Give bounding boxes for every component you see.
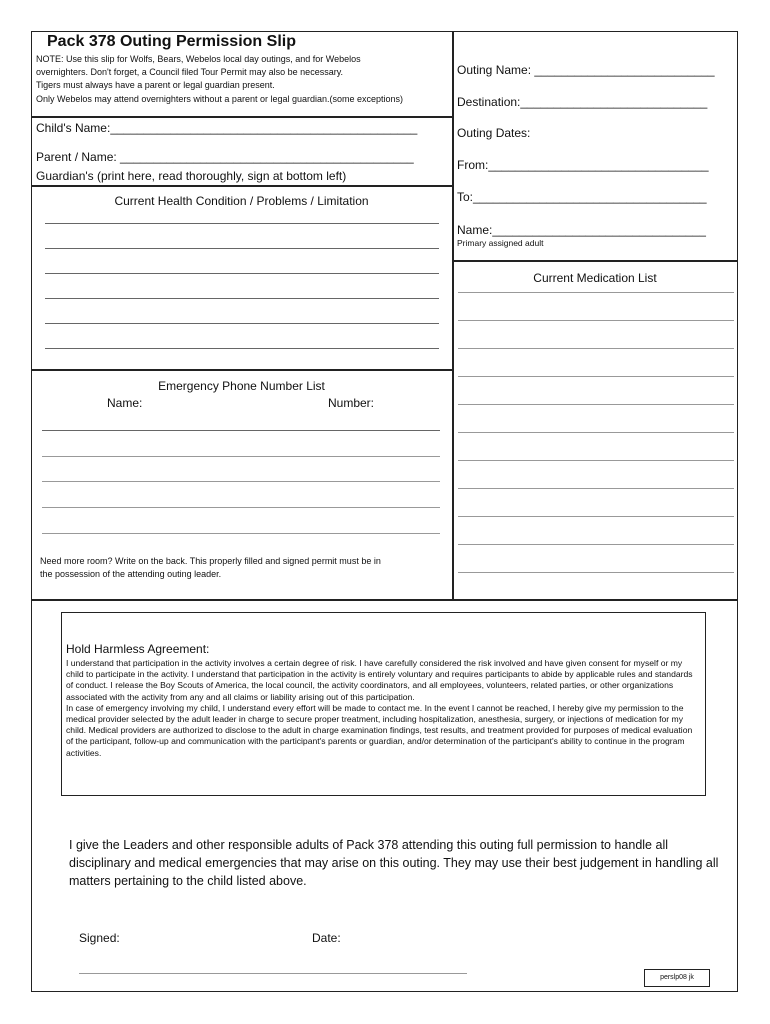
health-line[interactable]: [45, 348, 439, 349]
health-line[interactable]: [45, 298, 439, 299]
column-divider: [452, 31, 454, 601]
emergency-name-label: Name:: [107, 396, 143, 410]
note-line-2: overnighters. Don't forget, a Council filed Tour Permit may also be necessary.: [36, 67, 344, 77]
medication-section-title: Current Medication List: [533, 271, 657, 285]
bottom-section-divider: [31, 599, 738, 601]
note-line-4: Only Webelos may attend overnighters without a parent or legal guardian.(some exceptions): [36, 94, 404, 104]
names-divider: [31, 185, 452, 187]
header-divider: [31, 116, 452, 118]
hold-harmless-title: Hold Harmless Agreement:: [66, 642, 210, 656]
hold-harmless-paragraph-1: I understand that participation in the activity involves a certain degree of risk. I have carefully considered the risk involved and have given consent for myself or my child to participate in the activity. I understand that participation in the activity is entirely voluntary and requires participants to abide by applicable rules and standards of conduct. I release the Boy Scouts of America, the local council, the activity coordinators, and all employees, volunteers, related parties, or other organizations associated with the activity from any and all claims or liability arising out of this participation.: [66, 658, 693, 702]
emergency-section-title: Emergency Phone Number List: [158, 379, 325, 393]
signed-label: Signed:: [79, 931, 120, 945]
primary-adult-name-field[interactable]: Name:________________________________: [457, 223, 706, 237]
medication-line[interactable]: [458, 320, 734, 321]
emergency-line[interactable]: [42, 456, 440, 457]
health-section-title: Current Health Condition / Problems / Limitation: [114, 194, 369, 208]
medication-line[interactable]: [458, 544, 734, 545]
health-divider: [31, 369, 452, 371]
from-field[interactable]: From:_________________________________: [457, 158, 709, 172]
emergency-footnote-2: the possession of the attending outing leader.: [40, 569, 222, 579]
note-line-1: NOTE: Use this slip for Wolfs, Bears, Webelos local day outings, and for Webelos: [36, 54, 361, 64]
emergency-line[interactable]: [42, 507, 440, 508]
health-line[interactable]: [45, 223, 439, 224]
health-line[interactable]: [45, 323, 439, 324]
medication-line[interactable]: [458, 292, 734, 293]
medication-line[interactable]: [458, 572, 734, 573]
emergency-number-label: Number:: [328, 396, 375, 410]
medication-line[interactable]: [458, 488, 734, 489]
date-label: Date:: [312, 931, 341, 945]
health-line[interactable]: [45, 273, 439, 274]
to-field[interactable]: To:___________________________________: [457, 190, 707, 204]
page-title: Pack 378 Outing Permission Slip: [47, 33, 296, 50]
health-line[interactable]: [45, 248, 439, 249]
form-code-label: perslp08 jk: [644, 969, 710, 987]
emergency-line[interactable]: [42, 533, 440, 534]
medication-divider: [452, 260, 738, 262]
medication-line[interactable]: [458, 404, 734, 405]
emergency-line[interactable]: [42, 481, 440, 482]
guardian-label: Guardian's (print here, read thoroughly, sign at bottom left): [36, 169, 347, 183]
medication-line[interactable]: [458, 376, 734, 377]
medication-line[interactable]: [458, 348, 734, 349]
permission-statement: I give the Leaders and other responsible adults of Pack 378 attending this outing full permission to handle all disciplinary and medical emergencies that may arise on this outing. They may use their best judgement in handling all matters pertaining to the child listed above.: [69, 838, 719, 888]
hold-harmless-paragraph-2: In case of emergency involving my child, I understand every effort will be made to contact me. In the event I cannot be reached, I hereby give my permission to the medical provider selected by the adult leader in charge to secure proper treatment, including hospitalization, anesthesia, surgery, or injections of medication for my child. Medical providers are authorized to disclose to the adult in charge examination findings, test results, and treatment provided for purposes of medical evaluation of the participant, follow-up and communication with the participant's parents or guardian, and/or determination of the participant's ability to continue in the program activities.: [66, 702, 693, 758]
destination-field[interactable]: Destination:____________________________: [457, 95, 708, 109]
note-line-3: Tigers must always have a parent or legal guardian present.: [36, 80, 275, 90]
hold-harmless-text: [66, 658, 696, 759]
signature-line[interactable]: [79, 973, 467, 974]
child-name-field[interactable]: Child's Name:______________________________________________: [36, 121, 418, 135]
outing-name-field[interactable]: Outing Name: ___________________________: [457, 63, 715, 77]
emergency-line[interactable]: [42, 430, 440, 431]
outing-dates-label: Outing Dates:: [457, 126, 531, 140]
emergency-footnote-1: Need more room? Write on the back. This properly filled and signed permit must be in: [40, 556, 381, 566]
medication-line[interactable]: [458, 460, 734, 461]
parent-name-field[interactable]: Parent / Name: ____________________________________________: [36, 150, 414, 164]
medication-line[interactable]: [458, 432, 734, 433]
medication-line[interactable]: [458, 516, 734, 517]
primary-adult-caption: Primary assigned adult: [457, 238, 544, 248]
